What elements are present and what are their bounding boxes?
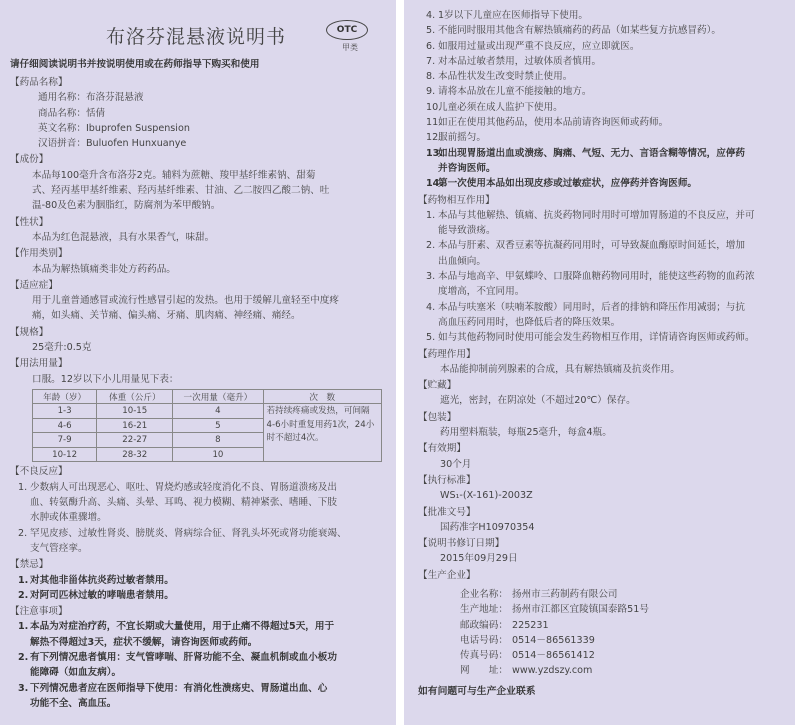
precaution-item-number: 1.: [18, 621, 29, 633]
interaction-item-number: 3.: [426, 271, 436, 283]
precaution-item-text: 下列情况患者应在医师指导下使用：有消化性溃疡史、胃肠道出血、心: [30, 682, 328, 694]
interaction-item: [418, 238, 783, 269]
contact-row: [418, 633, 783, 648]
composition-line: 式、羟丙基甲基纤维素、羟丙基纤维素、甘油、乙二胺四乙酸二钠、吐: [32, 185, 330, 197]
interaction-item: [418, 208, 783, 239]
interaction-item-text: 如与其他药物同时使用可能会发生药物相互作用，详情请咨询医师或药师。: [438, 332, 755, 344]
section-heading-category: 【作用类别】: [10, 248, 68, 260]
contact-value: 扬州市江都区宜陵镇国泰路51号: [512, 604, 649, 616]
title-row: [10, 22, 382, 52]
otc-class-label: 甲类: [342, 43, 358, 52]
precaution-item-text: 服前摇匀。: [438, 132, 486, 144]
section-heading-approval: 【批准文号】: [418, 506, 476, 518]
indications-line: 用于儿童普通感冒或流行性感冒引起的发热。也用于缓解儿童轻至中度疼: [32, 295, 339, 307]
section-heading-package: 【包装】: [418, 411, 457, 423]
pharmacology-line: 本品能抑制前列腺素的合成，具有解热镇痛及抗炎作用。: [440, 363, 680, 375]
precaution-item-text: 1岁以下儿童应在医师指导下使用。: [438, 10, 589, 21]
precaution-item: [10, 619, 382, 650]
precaution-item-number: 3.: [18, 682, 29, 694]
precaution-item-text: 对本品过敏者禁用，过敏体质者慎用。: [438, 55, 602, 67]
adverse-reaction-item-text: 少数病人可出现恶心、呕吐、胃烧灼感或轻度消化不良、胃肠道溃疡及出: [30, 481, 337, 493]
precaution-item: [418, 100, 783, 115]
precaution-item-number: 13.: [426, 147, 443, 159]
precaution-item-number: 11.: [426, 117, 442, 129]
name-line: 通用名称：布洛芬混悬液: [38, 92, 144, 104]
contraindication-item-number: 1.: [18, 574, 29, 586]
section-heading-validity: 【有效期】: [418, 443, 466, 455]
precaution-item: [418, 84, 783, 99]
dosage-table-cell: 5: [173, 418, 263, 433]
indications-line: 痛，如头痛、关节痛、偏头痛、牙痛、肌肉痛、神经痛、痛经。: [32, 310, 301, 322]
precaution-item: [418, 69, 783, 84]
precaution-item-number: 5.: [426, 25, 436, 37]
interaction-item-text: 本品与呋塞米（呋喃苯胺酸）同用时，后者的排钠和降压作用减弱；与抗: [438, 301, 745, 313]
dosage-table-cell: 10-12: [33, 447, 97, 462]
approval-line: 国药准字H10970354: [440, 521, 535, 533]
contact-label: 邮政编码：: [460, 619, 508, 631]
dosage-table: [32, 389, 382, 463]
adverse-reaction-item: [10, 480, 382, 526]
contact-value: www.yzdszy.com: [512, 665, 593, 677]
precaution-item: [418, 146, 783, 177]
precaution-item-number: 2.: [18, 652, 29, 663]
precaution-item-text: 请将本品放在儿童不能接触的地方。: [438, 86, 592, 98]
name-line: 英文名称：Ibuprofen Suspension: [38, 122, 190, 134]
precaution-item-text: 本品为对症治疗药，不宜长期或大量使用，用于止痛不得超过5天，用于: [30, 621, 335, 633]
precaution-item-number: 14.: [426, 178, 443, 190]
precaution-item-text: 不能同时服用其他含有解热镇痛药的药品（如某些复方抗感冒药）。: [438, 25, 722, 37]
interaction-item-text: 度增高，不宜同用。: [438, 286, 525, 298]
section-heading-name: 【药品名称】: [10, 77, 68, 88]
category-line: 本品为解热镇痛类非处方药药品。: [32, 263, 176, 275]
storage-line: 遮光，密封，在阴凉处（不超过20℃）保存。: [440, 395, 636, 407]
section-heading-properties: 【性状】: [10, 216, 49, 228]
precaution-item-number: 7.: [426, 55, 436, 67]
dosage-table-header: 次 数: [263, 389, 381, 404]
spec-line: 25毫升:0.5克: [32, 342, 92, 354]
precaution-item-number: 12.: [426, 132, 442, 144]
document-title: 布洛芬混悬液说明书: [105, 26, 286, 48]
adverse-reaction-item-text: 血、转氨酶升高、头痛、头晕、耳鸣、视力模糊、精神紧张、嗜睡、下肢: [30, 497, 337, 509]
interaction-item-number: 5.: [426, 332, 436, 344]
dosage-table-header: 体重（公斤）: [97, 389, 173, 404]
precaution-item-text: 第一次使用本品如出现皮疹或过敏症状，应停药并咨询医师。: [438, 178, 698, 190]
dosage-table-row: [33, 404, 382, 419]
dosage-table-cell: 10: [173, 447, 263, 462]
section-heading-interactions: 【药物相互作用】: [418, 194, 495, 206]
section-heading-storage: 【贮藏】: [418, 380, 457, 392]
contact-value: 0514－86561339: [512, 634, 595, 646]
manufacturer-contact: [418, 587, 783, 679]
precaution-item: [418, 54, 783, 69]
precaution-item-text: 如正在使用其他药品，使用本品前请咨询医师或药师。: [438, 117, 669, 129]
precaution-item-text: 如服用过量或出现严重不良反应，应立即就医。: [438, 40, 640, 52]
dosage-table-cell: 16-21: [97, 418, 173, 433]
contact-label: 生产地址：: [460, 604, 508, 616]
adverse-reaction-item: [10, 526, 382, 557]
contact-row: [418, 648, 783, 663]
precaution-item-text: 并咨询医师。: [438, 162, 496, 174]
dosage-table-cell: 8: [173, 433, 263, 448]
contact-label: 电话号码：: [460, 634, 508, 646]
interaction-item-number: 2.: [426, 240, 436, 252]
standard-line: WS₁-(X-161)-2003Z: [440, 490, 533, 502]
dosage-table-cell: 4: [173, 404, 263, 419]
footer-note: 如有问题可与生产企业联系: [418, 685, 536, 697]
precaution-item-text: 儿童必须在成人监护下使用。: [438, 101, 563, 113]
section-heading-manufacturer: 【生产企业】: [418, 569, 476, 581]
interaction-item: [418, 269, 783, 300]
contraindication-item: [10, 588, 382, 603]
contact-label: 传真号码：: [460, 650, 508, 662]
subtitle: 请仔细阅读说明书并按说明使用或在药师指导下购买和使用: [10, 59, 260, 70]
precaution-item: [418, 8, 783, 23]
contact-label: 企业名称：: [460, 588, 508, 600]
contact-row: [418, 663, 783, 678]
section-heading-standard: 【执行标准】: [418, 474, 476, 486]
dosage-table-cell: 10-15: [97, 404, 173, 419]
section-heading-adverse-reactions: 【不良反应】: [10, 466, 68, 478]
section-heading-contraindications: 【禁忌】: [10, 559, 49, 571]
dosage-frequency-cell: 若持续疼痛或发热，可间隔4-6小时重复用药1次，24小时不超过4次。: [263, 404, 381, 462]
precaution-item-number: 9.: [426, 86, 436, 98]
validity-line: 30个月: [440, 458, 472, 470]
interaction-item-number: 1.: [426, 209, 436, 221]
interaction-item-text: 高血压药同用时，也降低后者的降压效果。: [438, 316, 621, 328]
interaction-item-text: 能导致溃疡。: [438, 225, 496, 237]
interaction-item-text: 本品与其他解热、镇痛、抗炎药物同时用时可增加胃肠道的不良反应，并可: [438, 209, 755, 221]
section-heading-revision-date: 【说明书修订日期】: [418, 538, 505, 550]
precaution-item-text: 功能不全、高血压。: [30, 697, 117, 709]
properties-line: 本品为红色混悬液，具有水果香气，味甜。: [32, 231, 215, 243]
usage-line: 口服。12岁以下小儿用量见下表：: [32, 373, 179, 385]
package-line: 药用塑料瓶装，每瓶25毫升，每盒4瓶。: [440, 427, 612, 439]
precaution-item: [418, 130, 783, 145]
contact-value: 0514－86561412: [512, 650, 595, 662]
interaction-item-text: 本品与肝素、双香豆素等抗凝药同用时，可导致凝血酶原时间延长，增加: [438, 240, 745, 252]
section-heading-precautions: 【注意事项】: [10, 606, 68, 618]
dosage-table-header: 年龄（岁）: [33, 389, 97, 404]
dosage-table-header: 一次用量（毫升）: [173, 389, 263, 404]
interaction-item: [418, 330, 783, 345]
adverse-reaction-item-text: 罕见皮疹、过敏性肾炎、膀胱炎、肾病综合征、肾乳头坏死或肾功能衰竭、: [30, 527, 347, 539]
right-page: [404, 0, 795, 725]
contact-row: [418, 602, 783, 617]
dosage-table-cell: 28-32: [97, 447, 173, 462]
contraindication-item-text: 对阿司匹林过敏的哮喘患者禁用。: [30, 589, 174, 601]
dosage-table-header-row: [33, 389, 382, 404]
section-heading-spec: 【规格】: [10, 326, 49, 338]
precaution-item-text: 有下列情况患者慎用：支气管哮喘、肝肾功能不全、凝血机制或血小板功: [30, 652, 337, 663]
section-heading-composition: 【成份】: [10, 154, 49, 166]
otc-logo: OTC: [326, 20, 368, 40]
section-heading-pharmacology: 【药理作用】: [418, 348, 476, 360]
precaution-item: [418, 115, 783, 130]
contact-value: 扬州市三药制药有限公司: [512, 588, 618, 600]
composition-line: 温-80及色素为胭脂红，防腐剂为苯甲酸钠。: [32, 200, 221, 212]
interaction-item-text: 本品与地高辛、甲氨蝶呤、口服降血糖药物同用时，能使这些药物的血药浓: [438, 271, 755, 283]
contact-label: 网 址：: [460, 665, 508, 677]
precaution-item-text: 能障碍（如血友病）。: [30, 667, 122, 679]
precaution-item: [10, 650, 382, 681]
dosage-table-cell: 4-6: [33, 418, 97, 433]
left-content: [10, 75, 382, 711]
precaution-item-number: 4.: [426, 10, 436, 21]
contact-row: [418, 618, 783, 633]
left-page: [0, 0, 396, 725]
contact-value: 225231: [512, 619, 549, 631]
precaution-item-number: 10.: [426, 101, 442, 113]
adverse-reaction-item-number: 2.: [18, 527, 28, 539]
dosage-table-cell: 7-9: [33, 433, 97, 448]
interaction-item: [418, 300, 783, 331]
section-heading-usage: 【用法用量】: [10, 358, 68, 370]
precaution-item-number: 8.: [426, 71, 436, 83]
interaction-item-text: 出血倾向。: [438, 255, 486, 267]
dosage-table-cell: 22-27: [97, 433, 173, 448]
precaution-item-text: 如出现胃肠道出血或溃疡、胸痛、气短、无力、言语含糊等情况，应停药: [438, 147, 745, 159]
name-line: 商品名称：恬倩: [38, 107, 106, 119]
composition-line: 本品每100毫升含布洛芬2克。辅料为蔗糖、羧甲基纤维素钠、甜菊: [32, 169, 316, 181]
precaution-item: [10, 681, 382, 712]
name-line: 汉语拼音：Buluofen Hunxuanye: [38, 138, 187, 150]
contraindication-item-number: 2.: [18, 589, 29, 601]
contraindication-item: [10, 573, 382, 588]
precaution-item-number: 6.: [426, 40, 436, 52]
precaution-item: [418, 176, 783, 191]
adverse-reaction-item-text: 支气管痉挛。: [30, 542, 88, 554]
precaution-item: [418, 39, 783, 54]
dosage-table-cell: 1-3: [33, 404, 97, 419]
contraindication-item-text: 对其他非甾体抗炎药过敏者禁用。: [30, 574, 174, 586]
adverse-reaction-item-text: 水肿或体重骤增。: [30, 512, 107, 524]
contact-row: [418, 587, 783, 602]
revision-date-line: 2015年09月29日: [440, 553, 518, 565]
precaution-item-text: 本品性状发生改变时禁止使用。: [438, 71, 573, 83]
right-content: [418, 8, 783, 697]
section-heading-indications: 【适应症】: [10, 279, 58, 291]
adverse-reaction-item-number: 1.: [18, 481, 28, 493]
interaction-item-number: 4.: [426, 301, 436, 313]
precaution-item: [418, 23, 783, 38]
precaution-item-text: 解热不得超过3天，症状不缓解，请咨询医师或药师。: [30, 636, 258, 648]
